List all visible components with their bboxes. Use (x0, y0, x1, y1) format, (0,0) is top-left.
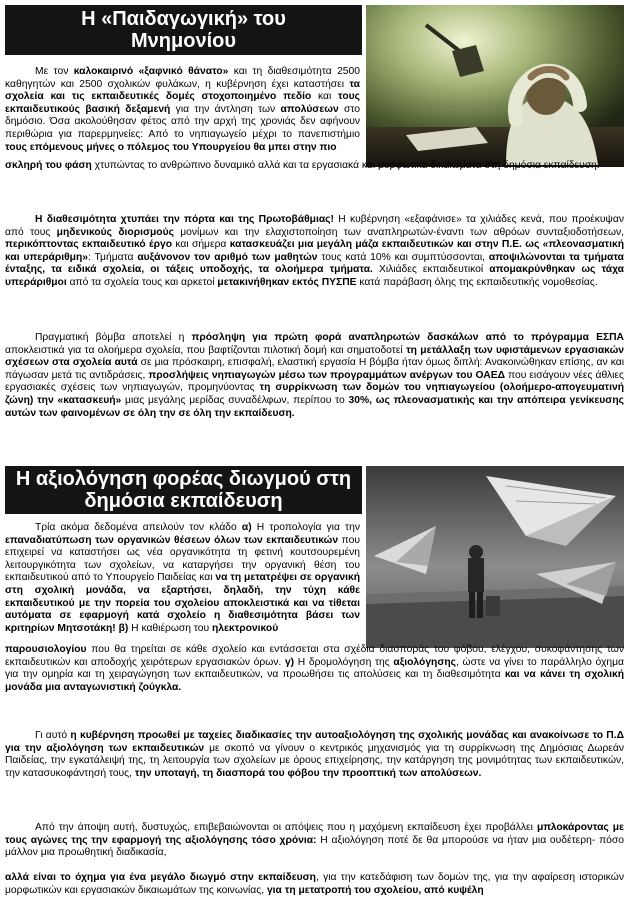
section1-heading (5, 5, 362, 55)
text-run: , για την κατεδάφιση των δομών της, για την αφαίρεση ιστορικών μορφωτικών και εργασιακών δικαιωμάτων της κοινωνίας, (5, 872, 624, 896)
paper-airplanes-illustration (366, 466, 624, 648)
text-run: Η τροπολογία για την (251, 522, 360, 533)
text-run: αλλά είναι το όχημα για ένα μεγάλο διωγμό στην εκπαίδευση (5, 872, 316, 883)
section1-p3-text (5, 332, 624, 420)
text-run: , ώστε να γίνει το παράλληλο όχημα για την ομηρία και τη χειραγώγηση των εκπαιδευτικών, να προωθήσει τις απολύσεις και τη διαθεσιμότητα (5, 656, 624, 681)
text-run: Με τον (35, 66, 74, 77)
text-run: αξιολόγησης (393, 656, 457, 668)
section1-paragraph-3 (5, 332, 624, 420)
text-run: την υποταγή, τη διασπορά του φόβου την προοπτική των απολύσεων. (134, 767, 482, 779)
section2-title-line1: Η αξιολόγηση φορέας διωγμού στη (15, 468, 352, 490)
section1-p2-text (5, 214, 624, 290)
text-run: για τη μετατροπή του σχολείου, από κυψέλη (266, 884, 484, 896)
section2-paragraph-2 (5, 730, 624, 780)
section2-paragraph-1 (5, 522, 360, 635)
text-run: μηδενικούς διορισμούς (56, 226, 174, 238)
section2-p4-text (5, 872, 624, 897)
text-run: καλοκαιρινό «ξαφνικό θάνατο» (73, 66, 229, 77)
text-run: μπλοκάροντας με τους αγώνες της την εφαρμογή της αξιολόγησης τόσο χρόνια: (5, 822, 624, 846)
text-run: περικόπτοντας εκπαιδευτικό έργο (5, 239, 173, 251)
text-run: Τρία ακόμα δεδομένα απειλούν τον κλάδο (35, 522, 242, 533)
text-run: β) (118, 622, 129, 634)
text-run: να τη μετατρέψει σε οργανική στη σχολική μονάδα, να εξαρτήσει, δηλαδή, την τύχη κάθε εκπαιδευτικού με την πορεία του σχολείου αποκλειστικά και να τίθεται αυτόματα σε εφαρμογή κατά σχολείο η διαθεσιμότητα βάσει των κριτηρίων Μητσοτάκη! (5, 572, 361, 634)
text-run: και (311, 91, 339, 103)
section2-title-line2: δημόσια εκπαίδευση (84, 490, 283, 512)
text-run: αποψιλώνονται τα τμήματα ένταξης, τα ειδικά σχολεία, οι τάξεις υποδοχής, τα ολοήμερα τμήματα. (5, 251, 624, 276)
text-run: απολύσεων (280, 103, 339, 115)
text-run: Από την άποψη αυτή, δυστυχώς, επιβεβαιώνονται οι απόψεις που η μαχόμενη εκπαίδευση έχει προβάλλει (35, 822, 537, 833)
text-run: κατασκευάζει μια μεγάλη μάζα εκπαιδευτικών και στην Π.Ε. ως «πλεονασματική και υπεράριθμη» (5, 239, 625, 263)
text-run: από τα σχολεία τους και αρκετοί (66, 276, 218, 288)
text-run: Γι αυτό (35, 730, 71, 741)
text-run: γ) (284, 656, 295, 668)
stressed-teacher-illustration (366, 5, 624, 167)
section2-paragraph-3 (5, 822, 624, 860)
text-run: τη συρρίκνωση των δομών του νηπιαγωγείου (ολοήμερο-απογευματινή ζώνη) την «κατασκευή» (5, 382, 625, 406)
text-run: αποκλειστικά για τα ολοήμερα σχολεία, που βαφτίζονται πιλοτική δομή και σηματοδοτεί (5, 344, 407, 356)
text-run: α) (241, 522, 252, 533)
text-run: επαναδιατύπωση των οργανικών θέσεων όλων των εκπαιδευτικών (5, 534, 339, 546)
text-run: τους επόμενους μήνες ο πόλεμος του Υπουργείου θα μπει στην πιο (5, 141, 337, 153)
section1-title-line1: Η «Παιδαγωγική» του (81, 8, 286, 30)
stressed-teacher-photo (366, 5, 624, 167)
text-run: Η δρομολόγηση της (294, 656, 394, 668)
section2-p1-text (5, 522, 360, 635)
text-run: με σκοπό να γίνουν ο κεντρικός μηχανισμός για τη συρρίκνωση της Δημόσιας Δωρεάν Παιδείας, την εγκατάλειψή της, τη λειτουργία των σχολείων με όρους επιχείρησης, την κατάργηση της μονιμότητας των εκπαιδευτικών, την κατασυκοφάντησή τους, (5, 742, 624, 779)
section2-paragraph-4 (5, 872, 624, 897)
text-run: αυξάνονον τον αριθμό των μαθητών (137, 251, 318, 263)
text-run: παρουσιολογίου (5, 644, 87, 655)
text-run: πρόσληψη για πρώτη φορά αναπληρωτών δασκάλων από το πρόγραμμα ΕΣΠΑ (191, 332, 624, 343)
text-run: 30%, ως πλεονασματικής και την απόπειρα γενίκευσης αυτών των φαινομένων σε όλη την σε όλη την εκπαίδευση. (5, 394, 624, 419)
text-run: ηλεκτρονικού (212, 622, 279, 634)
paper-airplanes-photo (366, 466, 624, 648)
text-run: σε μια πρόσκαιρη, επισφαλή, ελαστική εργασία Η βόμβα ήταν όμως διπλή: Ανακοινώθηκαν επίσης, αν και πάγωσαν μετά τις αντιδράσεις, (5, 357, 624, 381)
text-run: και να κάνει τη σχολική μονάδα μια ανταγωνιστική ζούγκλα. (5, 669, 624, 693)
section2-p3-text (5, 822, 624, 860)
text-run: τους εκπαιδευτικούς βασική δεξαμενή (5, 91, 360, 115)
text-run: τα σχολεία και τις εκπαιδευτικές δομές στοχοποιημένο πεδίο (5, 78, 360, 103)
text-run: : Τμήματα (88, 251, 138, 263)
section2-p1-continued-text (5, 644, 624, 694)
text-run: που επιχειρεί να καταστήσει ως νέα οργανικότητα τη φετινή κουτσουρεμένη λειτουργικότητα των σχολείων, να καταργήσει την οργανική θέση του εκπαιδευτικού από το Υπουργείο Παιδείας και (5, 534, 360, 584)
text-run: σκληρή του φάση (5, 160, 92, 171)
section1-paragraph-1-continued (5, 160, 624, 173)
text-run: Πραγματική βόμβα αποτελεί η (35, 332, 192, 343)
section1-p1-text (5, 66, 360, 154)
text-run: Η κυβέρνηση «εξαφάνισε» τα χιλιάδες κενά, που προέκυψαν από τους (5, 214, 624, 238)
text-run: και τη διαθεσιμότητα 2500 καθηγητών και 2500 σχολικών φυλάκων, η κυβέρνηση έχει καταστήσει (5, 66, 360, 90)
text-run: η κυβέρνηση προωθεί με ταχείες διαδικασίες την αυτοαξιολόγηση της σχολικής μονάδας και ανακοίνωσε το Π.Δ για την αξιολόγηση των εκπαιδευτικών (5, 730, 624, 754)
section2-heading (5, 466, 362, 514)
text-run: μονίμων και την ελαχιστοποίηση των αναπληρωτών-έναντι των αθρόων συνταξιοδοτήσεων, (173, 226, 624, 238)
section1-paragraph-2 (5, 214, 624, 290)
text-run: τους κατά 10% και συμπτύσσονται, (317, 251, 489, 263)
section1-paragraph-1 (5, 66, 360, 154)
text-run: Η καθιέρωση του (128, 622, 213, 634)
text-run: που θα τηρείται σε κάθε σχολείο και εντάσσεται στα σχέδια διασποράς του φόβου, ελέγχου, συκοφάντησης των εκπαιδευτικών και αποδοχής χειρότερων εργασιακών όρων. (5, 644, 624, 668)
text-run: τη μετάλλαξη των υφιστάμενων εργασιακών σχέσεων στα σχολεία αυτά (5, 344, 624, 369)
text-run: απομακρύνθηκαν ως τάχα υπεράριθμοι (5, 264, 624, 288)
section1-title-line2: Μνημονίου (131, 30, 236, 52)
text-run: χτυπώντας το ανθρώπινο δυναμικό αλλά και τα εργασιακά και μορφωτικά δικαιώματα στη δημόσια εκπαίδευση. (91, 160, 600, 171)
text-run: και σήμερα (172, 239, 230, 251)
section1-p1-continued-text (5, 160, 624, 173)
text-run: που εισάγουν νέες άθλιες εργασιακές σχέσεις των νηπιαγωγών, προμηνύοντας (5, 369, 624, 394)
section2-p2-text (5, 730, 624, 780)
text-run: στο δημόσιο. Όσα ακολούθησαν φέτος από την αρχή της χρονιάς δεν αφήνουν περιθώρια για παρερμηνείες: Από το νηπιαγωγείο μέχρι το πανεπιστήμιο (5, 103, 360, 140)
text-run: κατά παράβαση όλης της εκπαιδευτικής νομοθεσίας. (356, 276, 598, 288)
text-run: προσλήψεις νηπιαγωγών μέσω των προγραμμάτων ανέργων του ΟΑΕΔ (148, 369, 505, 381)
text-run: Χιλιάδες εκπαιδευτικοί (372, 264, 490, 276)
text-run: Η διαθεσιμότητα χτυπάει την πόρτα και της Πρωτοβάθμιας! (35, 214, 334, 225)
section2-paragraph-1-continued (5, 644, 624, 694)
text-run: για την άντληση των (170, 103, 281, 115)
text-run: Η αξιολόγηση ποτέ δε θα μπορούσε να ήταν μια ουδέτερη- πόσο μάλλον μια προωθητική διαδικασία, (5, 834, 624, 859)
text-run: μετακινήθηκαν εκτός ΠΥΣΠΕ (217, 276, 357, 288)
text-run: μιας μεγάλης μερίδας συναδέλφων, περίπου το (121, 394, 349, 406)
